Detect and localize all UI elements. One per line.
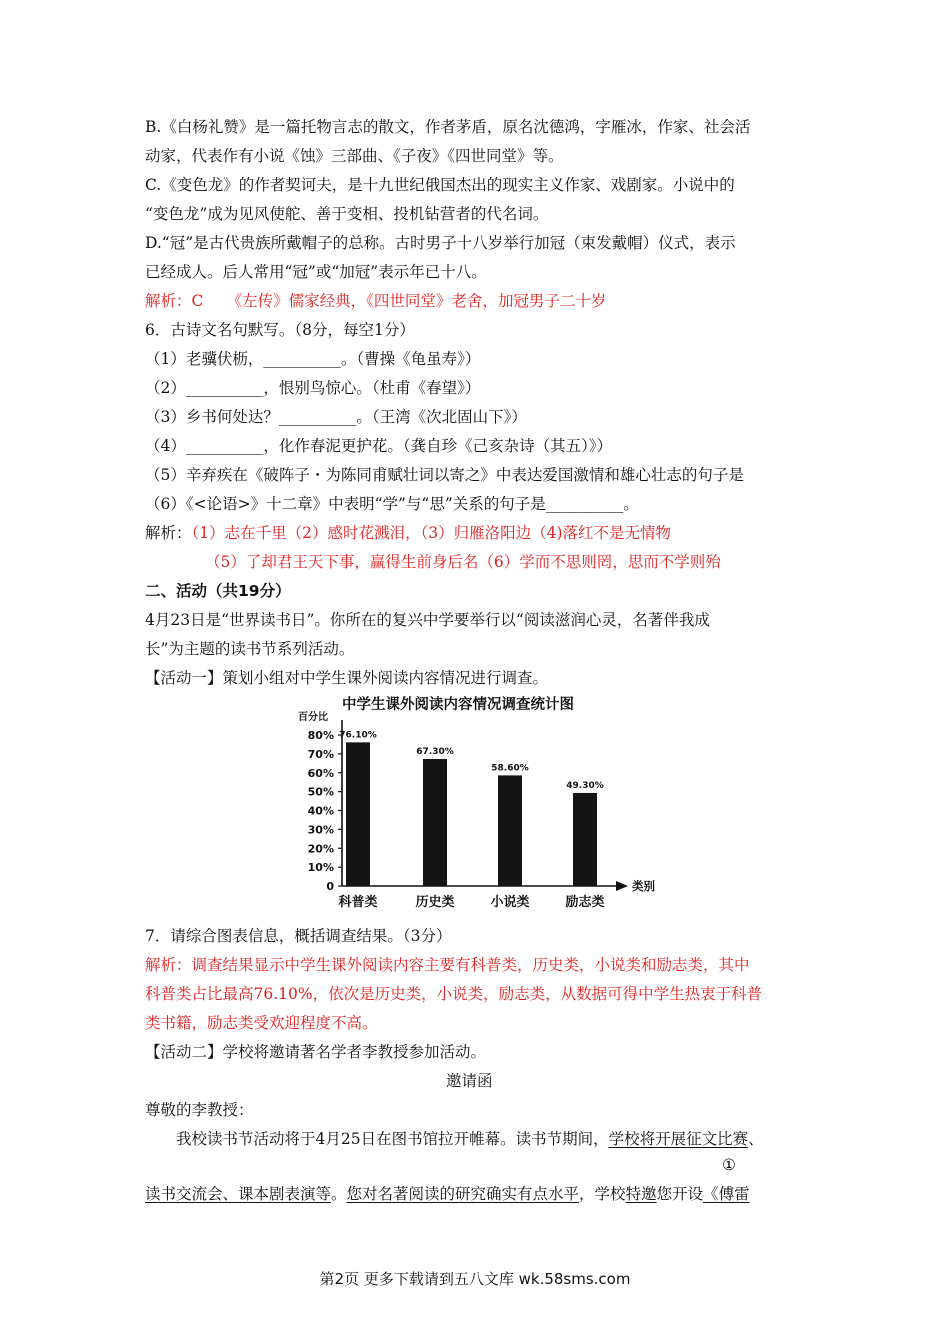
letter-p1-text: 我校读书节活动将于4月25日在图书馆拉开帷幕。读书节期间， bbox=[176, 1130, 609, 1148]
q6-item-4: （4）__________，化作春泥更护花。（龚自珍《己亥杂诗（其五）》） bbox=[145, 437, 613, 455]
y-tick-label: 40% bbox=[307, 804, 334, 818]
section2-heading: 二、活动（共19分） bbox=[145, 582, 291, 600]
option-c-line1: C.《变色龙》的作者契诃夫，是十九世纪俄国杰出的现实主义作家、戏剧家。小说中的 bbox=[145, 176, 735, 194]
y-tick-label: 10% bbox=[307, 861, 334, 875]
q6-item-3: （3）乡书何处达？__________。（王湾《次北固山下》） bbox=[145, 408, 527, 426]
bar-value-label: 67.30% bbox=[416, 746, 454, 757]
letter-salutation: 尊敬的李教授： bbox=[145, 1101, 254, 1119]
chart-title: 中学生课外阅读内容情况调查统计图 bbox=[342, 697, 574, 713]
q6-answer-line1 bbox=[145, 523, 671, 543]
chart-ylabel: 百分比 bbox=[298, 712, 328, 723]
underlined-phrase-2: 您对名著阅读的研究确实有点水平 bbox=[346, 1185, 580, 1203]
q6-title: 6．古诗文名句默写。（8分，每空1分） bbox=[145, 321, 415, 339]
y-tick-label: 0 bbox=[326, 880, 334, 893]
section2-intro-line1: 4月23日是“世界读书日”。你所在的复兴中学要举行以“阅读滋润心灵，名著伴我成 bbox=[145, 611, 710, 629]
q6-item-5: （5）辛弃疾在《破阵子・为陈同甫赋壮词以寄之》中表达爱国激情和雄心壮志的句子是 bbox=[145, 466, 744, 484]
q6-answer-line2: （5）了却君王天下事，赢得生前身后名（6）学而不思则罔，思而不学则殆 bbox=[205, 553, 721, 571]
activity2: 【活动二】学校将邀请著名学者李教授参加活动。 bbox=[145, 1043, 487, 1061]
underlined-phrase-1-cont: 读书交流会、课本剧表演等 bbox=[145, 1185, 332, 1203]
letter-p2-punct: 。 bbox=[331, 1185, 347, 1203]
q7-answer-line2: 科普类占比最高76.10%，依次是历史类，小说类，励志类，从数据可得中学生热衷于科普 bbox=[145, 985, 763, 1003]
y-tick-label: 20% bbox=[307, 842, 334, 856]
q6-item-1: （1）老骥伏枥，__________。（曹操《龟虽寿》） bbox=[145, 350, 481, 368]
option-d-line2: 已经成人。后人常用“冠”或“加冠”表示年已十八。 bbox=[145, 263, 487, 281]
y-tick-label: 30% bbox=[307, 823, 334, 837]
x-category-label: 励志类 bbox=[565, 895, 605, 910]
x-category-label: 科普类 bbox=[338, 895, 378, 910]
q6-item-2: （2）__________，恨别鸟惊心。（杜甫《春望》） bbox=[145, 379, 481, 397]
underlined-phrase-4: 《傅雷 bbox=[703, 1185, 750, 1203]
page-footer: 第2页 更多下载请到五八文库 wk.58sms.com bbox=[319, 1270, 631, 1288]
x-category-label: 小说类 bbox=[490, 895, 530, 910]
option-b-line2: 动家，代表作有小说《蚀》三部曲、《子夜》《四世同堂》等。 bbox=[145, 147, 564, 165]
section2-intro-line2: 长”为主题的读书节系列活动。 bbox=[145, 640, 355, 658]
q6-answer-text1: （1）志在千里（2）感时花溅泪，（3）归雁洛阳边（4)落红不是无情物 bbox=[191, 524, 672, 542]
letter-p2-text: ，学校 bbox=[579, 1185, 626, 1203]
underlined-phrase-3: 特邀 bbox=[625, 1185, 657, 1203]
q7-answer-line1: 解析：调查结果显示中学生课外阅读内容主要有科普类，历史类，小说类和励志类，其中 bbox=[145, 956, 750, 974]
option-b-line1: B.《白杨礼赞》是一篇托物言志的散文，作者茅盾，原名沈德鸿，字雁冰，作家、社会活 bbox=[145, 118, 751, 136]
bar-2 bbox=[423, 759, 447, 886]
underlined-phrase-1: 学校将开展征文比赛 bbox=[608, 1130, 749, 1148]
q6-answer-label: 解析： bbox=[145, 524, 192, 542]
letter-title: 邀请函 bbox=[446, 1072, 493, 1090]
chart-xlabel: 类别 bbox=[632, 879, 655, 893]
option-c-line2: “变色龙”成为见风使舵、善于变相、投机钻营者的代名词。 bbox=[145, 205, 549, 223]
bar-value-label: 58.60% bbox=[491, 763, 529, 774]
y-tick-label: 70% bbox=[307, 747, 334, 761]
q5-answer: 解析：C 《左传》儒家经典，《四世同堂》老舍，加冠男子二十岁 bbox=[145, 292, 607, 310]
y-tick-label: 60% bbox=[307, 766, 334, 780]
x-category-label: 历史类 bbox=[415, 895, 455, 910]
q7-answer-line3: 类书籍，励志类受欢迎程度不高。 bbox=[145, 1014, 378, 1032]
bar-value-label: 49.30% bbox=[566, 780, 604, 791]
letter-paragraph-line1 bbox=[176, 1129, 764, 1149]
activity1: 【活动一】策划小组对中学生课外阅读内容情况进行调查。 bbox=[145, 669, 549, 687]
letter-p2-text2: 您开设 bbox=[656, 1185, 704, 1203]
y-tick-label: 50% bbox=[307, 785, 334, 799]
bar-value-label: 76.10% bbox=[339, 730, 377, 741]
marker-1: ① bbox=[722, 1156, 736, 1174]
bar-chart bbox=[298, 690, 668, 915]
letter-paragraph-line2 bbox=[145, 1184, 750, 1204]
q6-item-6: （6）《<论语>》十二章》中表明“学”与“思”关系的句子是__________。 bbox=[145, 495, 639, 513]
letter-p1-punct: 、 bbox=[748, 1130, 764, 1148]
x-axis-arrow bbox=[616, 881, 628, 891]
bar-4 bbox=[573, 793, 597, 886]
bar-1 bbox=[346, 742, 370, 886]
bar-3 bbox=[498, 775, 522, 886]
y-tick-label: 80% bbox=[307, 729, 334, 742]
q7-title: 7．请综合图表信息，概括调查结果。（3分） bbox=[145, 927, 452, 945]
option-d-line1: D.“冠”是古代贵族所戴帽子的总称。古时男子十八岁举行加冠（束发戴帽）仪式，表示 bbox=[145, 234, 736, 252]
